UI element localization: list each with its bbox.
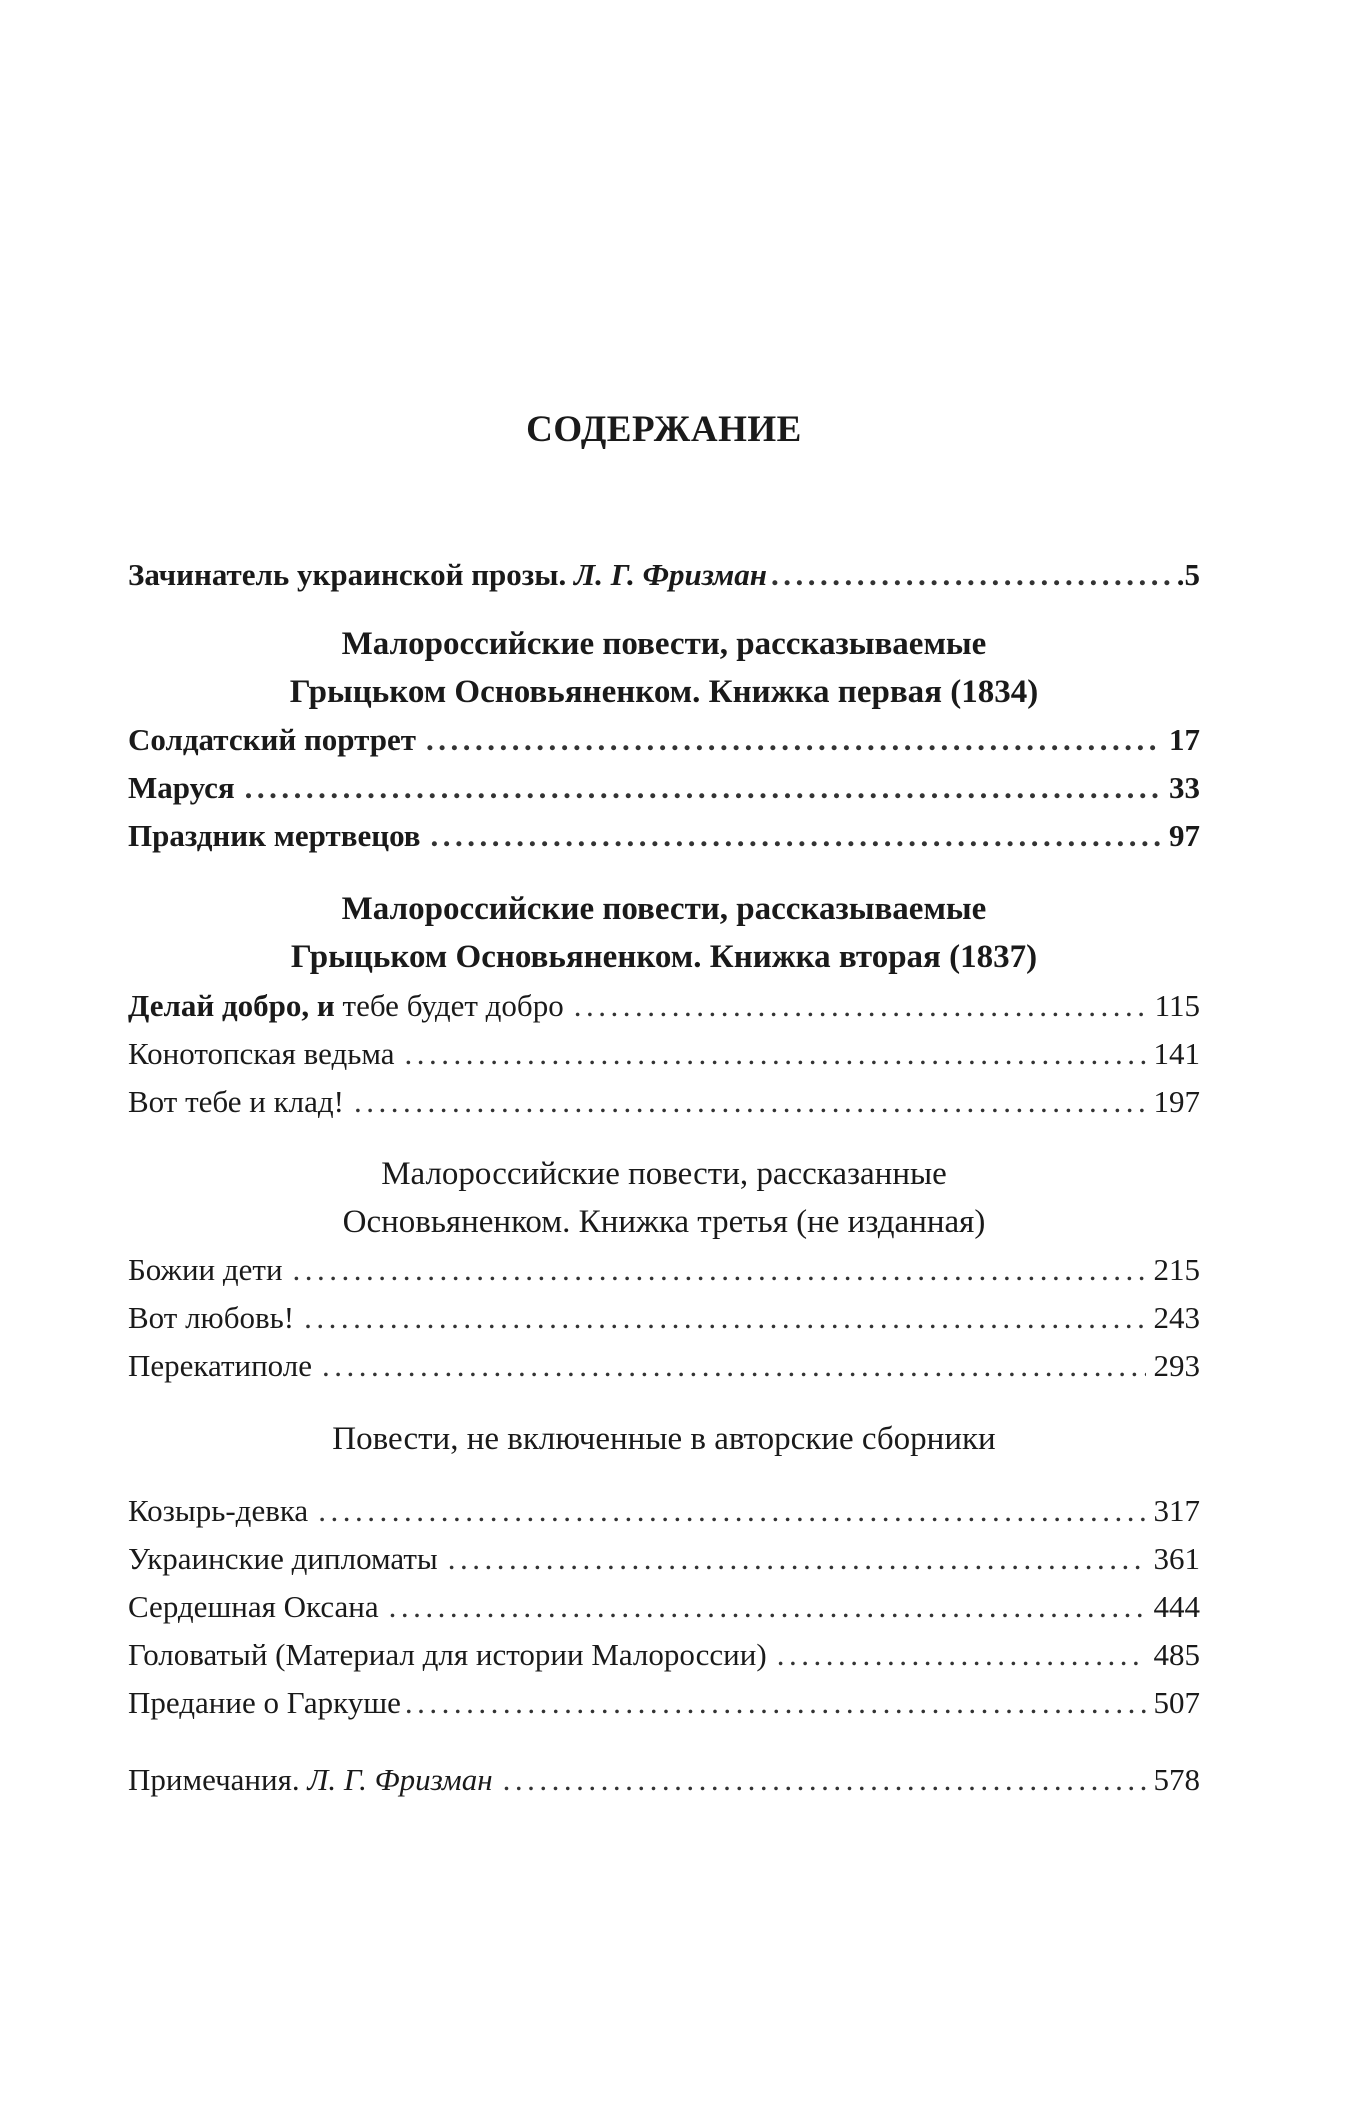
dot-leader <box>777 1631 1146 1679</box>
toc-entry[interactable] <box>128 1294 1200 1342</box>
toc-entry[interactable] <box>128 812 1200 860</box>
entry-author: Л. Г. Фризман <box>307 1762 493 1797</box>
section-heading: Малороссийские повести, рассказанные Основьяненком. Книжка третья (не изданная) <box>342 1156 986 1240</box>
entry-title: Делай добро, и тебе будет добро <box>128 988 564 1023</box>
toc-entry[interactable] <box>128 1679 1200 1727</box>
toc-entry-notes[interactable] <box>128 1756 1200 1804</box>
entry-page: 444 <box>1153 1589 1200 1624</box>
toc-entry[interactable] <box>128 982 1200 1030</box>
entry-title: Конотопская ведьма <box>128 1036 395 1071</box>
dot-leader <box>431 812 1161 860</box>
entry-page: 215 <box>1153 1252 1200 1287</box>
entry-title: Божии дети <box>128 1252 283 1287</box>
entry-page: .5 <box>1176 557 1200 592</box>
entry-title: Солдатский портрет <box>128 722 416 757</box>
entry-title: Головатый (Материал для истории Малороссии) <box>128 1637 767 1672</box>
entry-page: 293 <box>1153 1348 1200 1383</box>
entry-page: 507 <box>1153 1685 1200 1720</box>
dot-leader <box>448 1535 1146 1583</box>
entry-page: 197 <box>1153 1084 1200 1119</box>
toc-entry[interactable] <box>128 1342 1200 1390</box>
section-heading: Повести, не включенные в авторские сборники <box>332 1421 996 1457</box>
entry-title: Вот любовь! <box>128 1300 295 1335</box>
toc-entry[interactable] <box>128 1078 1200 1126</box>
dot-leader <box>293 1246 1146 1294</box>
entry-page: 485 <box>1153 1637 1200 1672</box>
toc-entry[interactable] <box>128 1631 1200 1679</box>
dot-leader <box>405 1030 1146 1078</box>
toc-entry[interactable] <box>128 1030 1200 1078</box>
dot-leader <box>503 1756 1146 1804</box>
dot-leader <box>354 1078 1146 1126</box>
toc-entry[interactable] <box>128 1535 1200 1583</box>
entry-page: 17 <box>1169 722 1200 757</box>
dot-leader <box>771 551 1175 599</box>
dot-leader <box>389 1583 1146 1631</box>
toc-entry[interactable] <box>128 716 1200 764</box>
entry-title: Маруся <box>128 770 235 805</box>
entry-page: 243 <box>1153 1300 1200 1335</box>
entry-page: 317 <box>1153 1493 1200 1528</box>
entry-title: Перекатиполе <box>128 1348 313 1383</box>
entry-page: 115 <box>1154 988 1200 1023</box>
dot-leader <box>304 1294 1145 1342</box>
toc-entry[interactable] <box>128 1487 1200 1535</box>
dot-leader <box>426 716 1161 764</box>
entry-page: 33 <box>1169 770 1200 805</box>
entry-title: Зачинатель украинской прозы. Л. Г. Фризман <box>128 557 767 592</box>
entry-page: 578 <box>1153 1762 1200 1797</box>
section-heading: Малороссийские повести, рассказываемые Грыцьком Основьяненком. Книжка первая (1834) <box>289 626 1039 710</box>
entry-page: 141 <box>1153 1036 1200 1071</box>
dot-leader <box>245 764 1161 812</box>
toc-entry[interactable] <box>128 1246 1200 1294</box>
entry-title: Примечания. Л. Г. Фризман <box>128 1762 493 1797</box>
entry-title: Козырь-девка <box>128 1493 309 1528</box>
dot-leader <box>318 1487 1145 1535</box>
toc-entry[interactable] <box>128 1583 1200 1631</box>
entry-title: Украинские дипломаты <box>128 1541 438 1576</box>
page-title: СОДЕРЖАНИЕ <box>526 409 802 450</box>
toc-entry-intro[interactable] <box>128 551 1200 599</box>
toc-entry[interactable] <box>128 764 1200 812</box>
dot-leader <box>405 1679 1152 1727</box>
entry-title: Сердешная Оксана <box>128 1589 379 1624</box>
dot-leader <box>322 1342 1145 1390</box>
entry-author: Л. Г. Фризман <box>573 557 767 592</box>
entry-title: Предание о Гаркуше <box>128 1685 401 1720</box>
entry-title: Праздник мертвецов <box>128 818 421 853</box>
dot-leader <box>574 982 1147 1030</box>
section-heading: Малороссийские повести, рассказываемые Грыцьком Основьяненком. Книжка вторая (1837) <box>290 891 1038 975</box>
entry-title: Вот тебе и клад! <box>128 1084 344 1119</box>
entry-page: 97 <box>1169 818 1200 853</box>
entry-page: 361 <box>1153 1541 1200 1576</box>
